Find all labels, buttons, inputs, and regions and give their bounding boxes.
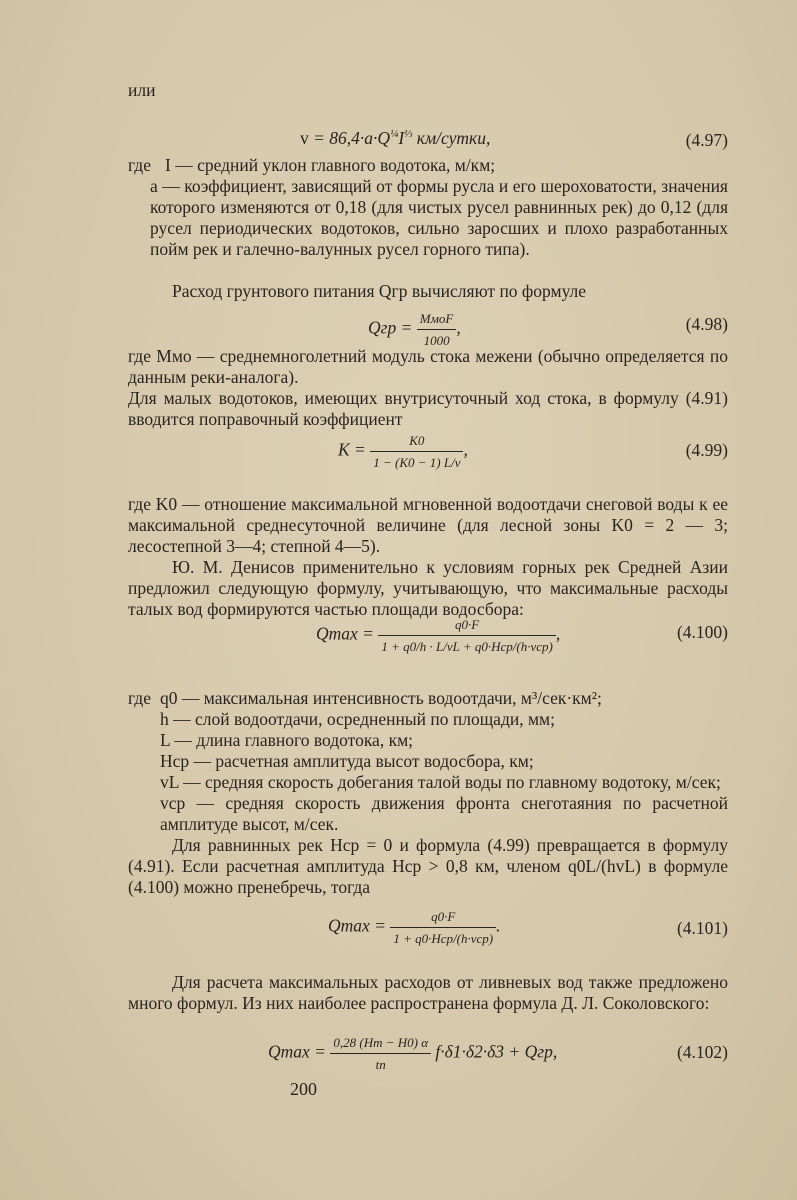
formula-4-101: Qmax = $\frac{q0\cdot F}{\text{1 + q0·Hср/(h·vср)}}$ . xyxy=(328,906,500,949)
formula-4-97: $v = 86,4\cdot a\cdot Q^{\frac{1}{4}}I^{\frac{1}{3}}$ км/сутки, xyxy=(300,127,491,148)
equation-4-99 xyxy=(128,428,728,486)
def-I-text: I — средний уклон главного водотока, м/км; xyxy=(165,155,496,175)
equation-number: (4.101) xyxy=(676,918,728,938)
def-Hcp: Hср — расчетная амплитуда высот водосбора, км; xyxy=(160,751,534,771)
definitions-list xyxy=(160,688,728,835)
equation-number: (4.100) xyxy=(676,622,728,642)
equation-number: (4.98) xyxy=(685,314,728,334)
paragraph-rain-floods: Для расчета максимальных расходов от ливневых вод также предложено много формул. Из них наиболее распространена формула Д. Л. Соколовского: xyxy=(128,972,728,1013)
definition-Mmo: где Mмо — среднемноголетний модуль стока межени (обычно определяется по данным реки-аналога). xyxy=(128,346,728,387)
def-vL: vL — средняя скорость добегания талой воды по главному водотоку, м/сек; xyxy=(160,772,721,792)
where-label-4: где xyxy=(128,688,151,708)
where-label: где xyxy=(128,155,151,175)
formula-4-98: Qгр = $\frac{\text{MмоF}}{1000}$ , xyxy=(368,308,461,351)
formula-4-102: Qmax = $\frac{0,28 (Hm - H0) \alpha}{tn}$ f·δ1·δ2·δ3 + Qгр, xyxy=(268,1032,557,1075)
def-q0: q0 — максимальная интенсивность водоотдачи, м³/сек·км²; xyxy=(160,688,602,708)
formula-4-100: Qmax = $\frac{q0\cdot F}{\text{1 + q0/h · L/vL + q0·Hср/(h·vср)}}$ , xyxy=(316,614,560,657)
paragraph-denisov: Ю. М. Денисов применительно к условиям горных рек Средней Азии предложил следующую формулу, учитывающую, что максимальные расходы талых вод формируются частью площади водосбора: xyxy=(128,557,728,619)
equation-number: (4.99) xyxy=(685,440,728,460)
equation-number: (4.97) xyxy=(685,130,728,150)
definition-K0: где K0 — отношение максимальной мгновенной водоотдачи снеговой воды к ее максимальной среднесуточной величине (для лесной зоны K0 = 2 — 3; лесостепной 3—4; степной 4—5). xyxy=(128,494,728,556)
page-number: 200 xyxy=(290,1079,317,1099)
equation-4-98 xyxy=(128,300,728,350)
equation-4-101 xyxy=(128,904,728,962)
def-h: h — слой водоотдачи, осредненный по площади, мм; xyxy=(160,709,555,729)
paragraph-small-streams: Для малых водотоков, имеющих внутрисуточный ход стока, в формулу (4.91) вводится поправочный коэффициент xyxy=(128,388,728,429)
equation-4-100 xyxy=(128,612,728,672)
def-a-text: a — коэффициент, зависящий от формы русла и его шероховатости, значения которого изменяются от 0,18 (для чистых русел равнинных рек) до 0,12 (для русел периодических водотоков, сильно заросших и плохо разработанных пойм рек и галечно-валунных русел горного типа). xyxy=(150,176,728,259)
def-L: L — длина главного водотока, км; xyxy=(160,730,414,750)
equation-4-97 xyxy=(128,118,728,158)
formula-4-99: K = $\frac{K0}{1 - (K0 - 1) L/v}$ , xyxy=(338,430,468,473)
def-vcp: vср — средняя скорость движения фронта снеготаяния по расчетной амплитуде высот, м/сек. xyxy=(160,793,728,834)
paragraph-flat-rivers: Для равнинных рек Hср = 0 и формула (4.99) превращается в формулу (4.91). Если расчетная амплитуда Hср > 0,8 км, членом q0L/(hvL) в формуле (4.100) можно пренебречь, тогда xyxy=(128,835,728,897)
paragraph-ground-flow: Расход грунтового питания Qгр вычисляют по формуле xyxy=(172,281,587,301)
intro-word: или xyxy=(128,80,156,100)
equation-number: (4.102) xyxy=(676,1042,728,1062)
equation-4-102 xyxy=(128,1030,728,1078)
